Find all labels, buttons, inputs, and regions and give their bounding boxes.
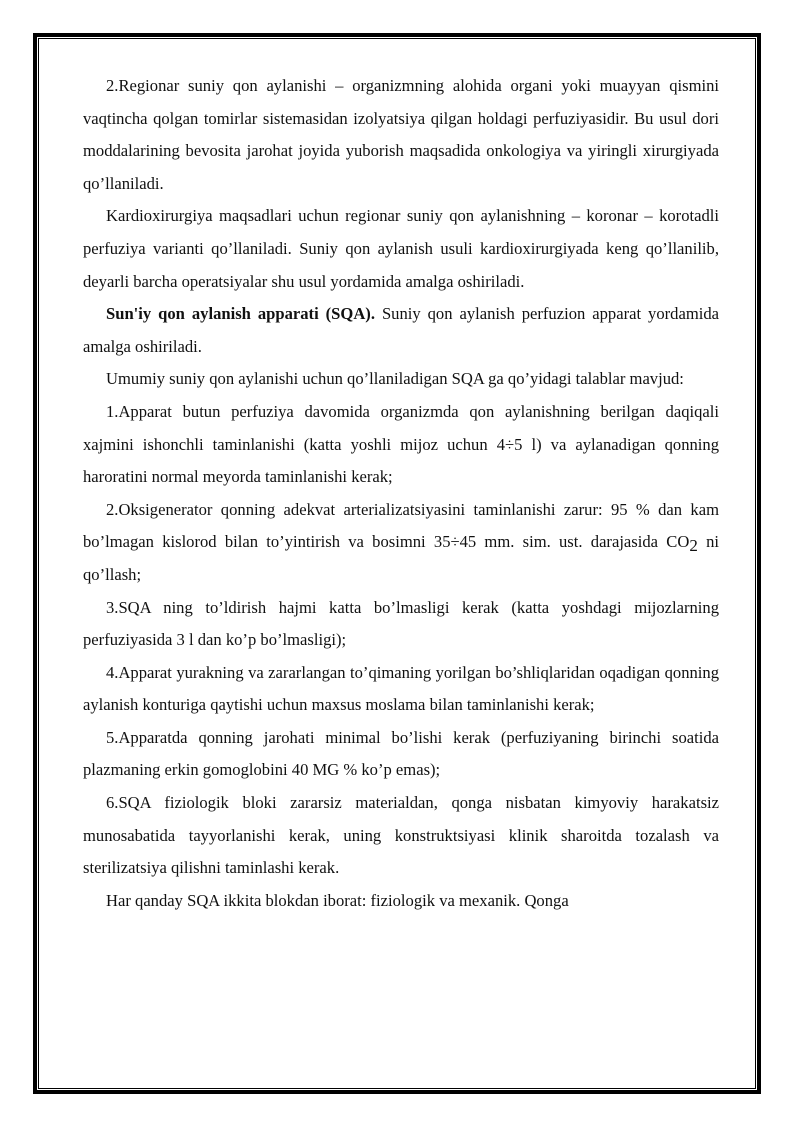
- paragraph-requirement-5: 5.Apparatda qonning jarohati minimal bo’lishi kerak (perfuziyaning birinchi soatida plazmaning erkin gomoglobini 40 MG % ko’p emas);: [83, 727, 719, 780]
- paragraph-regional-perfusion: 2.Regionar suniy qon aylanishi – organizmning alohida organi yoki muayyan qismini vaqtincha qolgan tomirlar sistemasidan izolyatsiya qilgan holdagi perfuziyasidir. Bu usul dori moddalarining bevosita jarohat joyida yuborish maqsadida onkologiya va yiringli xirurgiyada qo’llaniladi.: [83, 76, 719, 193]
- paragraph-sqa-blocks: Har qanday SQA ikkita blokdan iborat: fiziologik va mexanik. Qonga: [106, 890, 569, 910]
- paragraph-requirement-2: [83, 494, 719, 592]
- paragraph-requirement-3: 3.SQA ning to’ldirish hajmi katta bo’lmasligi kerak (katta yoshdagi mijozlarning perfuziyasida 3 l dan ko’p bo’lmasligi);: [83, 597, 719, 650]
- paragraph-requirement-1: 1.Apparat butun perfuziya davomida organizmda qon aylanishning berilgan daqiqali xajmini ishonchli taminlanishi (katta yoshli mijoz uchun 4÷5 l) va aylanadigan qonning haroratini normal meyorda taminlanishi kerak;: [83, 401, 719, 487]
- requirement-2-text-after: ni qo’llash;: [83, 532, 719, 584]
- co2-subscript: 2: [689, 536, 698, 556]
- sqa-heading-text: Suniy qon aylanish perfuzion apparat yordamida amalga oshiriladi.: [83, 304, 719, 356]
- paragraph-requirement-4: 4.Apparat yurakning va zararlangan to’qimaning yorilgan bo’shliqlaridan oqadigan qonning aylanish konturiga qaytishi uchun maxsus moslama bilan taminlanishi kerak;: [83, 662, 719, 715]
- document-body: [83, 70, 719, 917]
- sqa-heading-bold: Sun'iy qon aylanish apparati (SQA).: [106, 304, 375, 324]
- requirement-2-text: 2.Oksigenerator qonning adekvat arterializatsiyasini taminlanishi zarur: 95 % dan kam bo’lmagan kislorod bilan to’yintirish va bosimni 35÷45 mm. sim. ust. darajasida CO: [83, 499, 719, 552]
- paragraph-requirements-intro: Umumiy suniy qon aylanishi uchun qo’llaniladigan SQA ga qo’yidagi talablar mavjud:: [106, 369, 684, 389]
- paragraph-requirement-6: 6.SQA fiziologik bloki zararsiz materialdan, qonga nisbatan kimyoviy harakatsiz munosabatida tayyorlanishi kerak, uning konstruktsiyasi klinik sharoitda tozalash va sterilizatsiya qilishni taminlashi kerak.: [83, 793, 719, 878]
- paragraph-sqa-heading: [83, 298, 719, 363]
- paragraph-cardiosurgery: Kardioxirurgiya maqsadlari uchun regionar suniy qon aylanishning – koronar – korotadli perfuziya varianti qo’llaniladi. Suniy qon aylanish usuli kardioxirurgiyada keng qo’llanilib, deyarli barcha operatsiyalar shu usul yordamida amalga oshiriladi.: [83, 206, 719, 291]
